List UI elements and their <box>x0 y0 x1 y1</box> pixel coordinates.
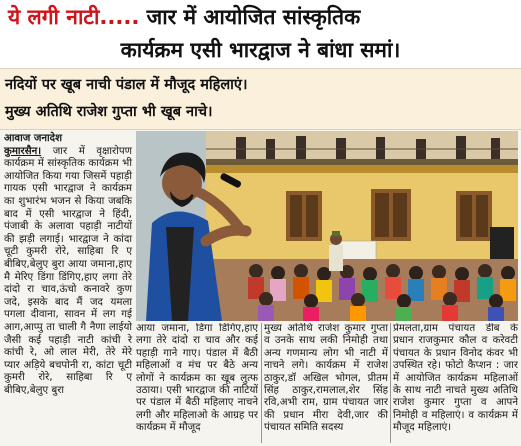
subheading-band <box>0 68 521 130</box>
subheading-2: मुख्य अतिथि राजेश गुप्ता भी खूब नाचे। <box>5 104 213 120</box>
article-column-left <box>4 133 132 443</box>
headline-line-2: कार्यक्रम एसी भारद्वाज ने बांधा समां। <box>120 38 401 62</box>
article-column-2: आया जमाना, डिंगा डिंगिए,हाए लगा तेरे दांदो रा चाव और कई पहाड़ी गाने गाए। पंडाल में बैठी महिलाओं व मंच पर बैठे अन्य लोगों ने कार्यक्रम का खूब लुत्फ उठाया। एसी भारद्वाज की नाटियों पर पंडाल में बैठी महिलाए नाचने लगी और महिलाओ के आग्रह पर कार्यक्रम में मौजूद <box>136 323 258 434</box>
headline-rest: जार में आयोजित सांस्कृतिक <box>146 5 361 29</box>
column-divider <box>261 323 262 443</box>
byline: आवाज जनादेश <box>4 133 63 144</box>
headline-block <box>0 0 521 68</box>
dateline-place: कुमारसैन। <box>4 145 42 157</box>
headline-line-1 <box>8 2 518 32</box>
subheading-1: नदियों पर खूब नाची पंडाल में मौजूद महिलाएं। <box>5 77 248 93</box>
headline-lead: ये लगी नाटी..... <box>8 5 140 29</box>
news-photo <box>136 131 518 321</box>
column-divider <box>390 323 391 443</box>
article-text-left: जार में वृक्षारोपण कार्यक्रम में सांस्कृतिक कार्यक्रम भी आयोजित किया गया जिसमें पहाड़ी गायक एसी भारद्वाज ने कार्यक्रम का शुभारंभ भजन से किया जबकि बाद में एसी भारद्वाज ने हिंदी, पंजाबी के अलावा पहाड़ी नाटीयों की झड़ी लगाई। भारद्वाज ने कांदा चूटी कुमरी रोरे, साहिबा रि ए बीबिए,बेलुए बुरा आया जमाना,हाए मै मेरिए डिंगा डिंगिए,हाए लगा तेरे दांदो रा चाव,ऊंचो कनावरे कुण जदे, इसके बाद मैं जद यमला पगला दीवाना, सावन में लग गई आग,आप्पु ता चाली गै नैणा लाईयो जैसी कई पहाड़ी नाटी कांची रे कांची रे, ओ लाल मेरी, तेरे मेरे प्यार अड़िये बचपोनी रा, कांटा चूटी कुमरी रोरे, साहिबा रि ए बीबिए,बेलुए बुरा <box>4 145 132 396</box>
article-column-4: प्रेमलता,ग्राम पंचायत डीब के प्रधान राजकुमार कौल व करेवटी पंचायत के प्रधान विनोद कंवर भी उपस्थित रहे। फोटो कैप्शन : जार में आयोजित कार्यक्रम महिलाओं के साथ नाटी नाचते मुख्य अतिथि राजेश कुमार गुप्ता व आपने निमोही व महिलाएं। व कार्यक्रम में मौजूद महिलाएं। <box>393 323 518 434</box>
article-column-3: मुख्य अतिथि राजेश कुमार गुप्ता व उनके साथ लकी निमोही तथा अन्य गणमान्य लोग भी नाटी में नाचने लगे। कार्यक्रम में राजेश ठाकुर,डॉ अखिल भोगल, प्रीतम सिंह ठाकुर,रामलाल,शेर सिंह रवि,अभी राम, ग्राम पंचायत जार की प्रधान मीरा देवी,जार की पंचायत समिति सदस्य <box>264 323 388 434</box>
